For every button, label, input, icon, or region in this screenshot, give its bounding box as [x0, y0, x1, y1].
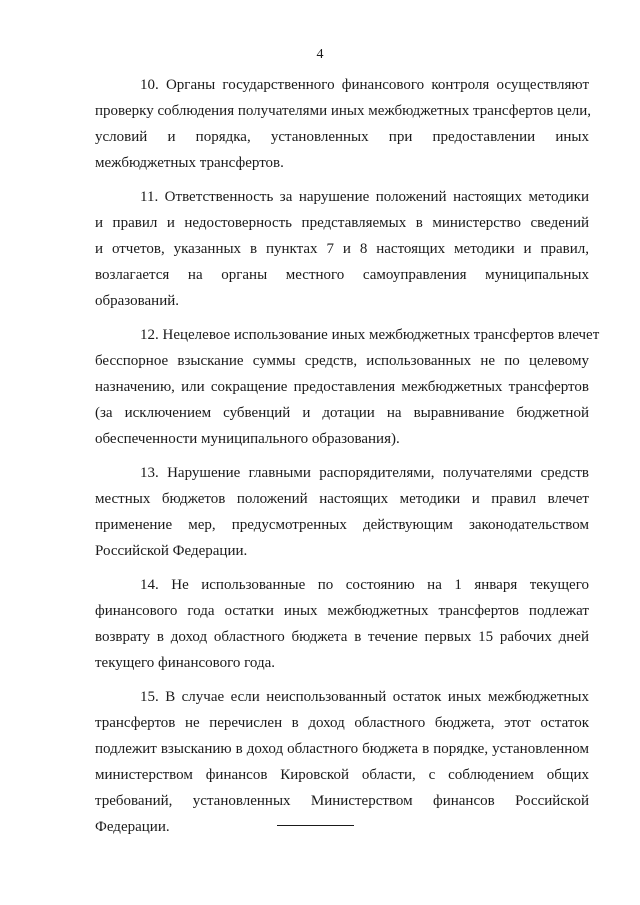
text-line: Федерации. [95, 819, 170, 835]
end-divider-line [277, 825, 354, 826]
text-line: подлежит взысканию в доход областного бюджета в порядке, установленном [95, 741, 589, 757]
text-line: проверку соблюдения получателями иных межбюджетных трансфертов цели, [95, 103, 592, 119]
page-number: 4 [316, 47, 324, 62]
text-line: образований. [95, 293, 180, 309]
text-line: 15. В случае если неиспользованный остаток иных межбюджетных [140, 689, 589, 705]
text-line: 10. Органы государственного финансового контроля осуществляют [140, 77, 589, 93]
paragraph-11 [95, 184, 589, 314]
text-line: возлагается на органы местного самоуправления муниципальных [95, 267, 589, 283]
paragraph-10 [95, 72, 592, 176]
text-line: и отчетов, указанных в пунктах 7 и 8 настоящих методики и правил, [95, 241, 589, 257]
text-line: 11. Ответственность за нарушение положений настоящих методики [140, 189, 589, 205]
document-body [95, 72, 600, 848]
paragraph-12 [95, 322, 600, 452]
text-line: текущего финансового года. [95, 655, 276, 671]
text-line: и правил и недостоверность представляемых в министерство сведений [95, 215, 589, 231]
text-line: назначению, или сокращение предоставления межбюджетных трансфертов [95, 379, 589, 395]
text-line: (за исключением субвенций и дотации на выравнивание бюджетной [95, 405, 589, 421]
paragraph-15 [95, 684, 589, 840]
text-line: обеспеченности муниципального образования). [95, 431, 400, 447]
text-line: министерством финансов Кировской области, с соблюдением общих [95, 767, 589, 783]
text-line: 13. Нарушение главными распорядителями, получателями средств [140, 465, 589, 481]
text-line: финансового года остатки иных межбюджетных трансфертов подлежат [95, 603, 589, 619]
text-line: применение мер, предусмотренных действующим законодательством [95, 517, 589, 533]
text-line: Российской Федерации. [95, 543, 248, 559]
text-line: требований, установленных Министерством финансов Российской [95, 793, 589, 809]
text-line: условий и порядка, установленных при предоставлении иных [95, 129, 589, 145]
text-line: возврату в доход областного бюджета в течение первых 15 рабочих дней [95, 629, 589, 645]
text-line: межбюджетных трансфертов. [95, 155, 284, 171]
text-line: местных бюджетов положений настоящих методики и правил влечет [95, 491, 589, 507]
text-line: бесспорное взыскание суммы средств, использованных не по целевому [95, 353, 589, 369]
text-line: 12. Нецелевое использование иных межбюджетных трансфертов влечет [140, 327, 600, 343]
paragraph-13 [95, 460, 589, 564]
text-line: трансфертов не перечислен в доход областного бюджета, этот остаток [95, 715, 589, 731]
paragraph-14 [95, 572, 589, 676]
text-line: 14. Не использованные по состоянию на 1 января текущего [140, 577, 589, 593]
